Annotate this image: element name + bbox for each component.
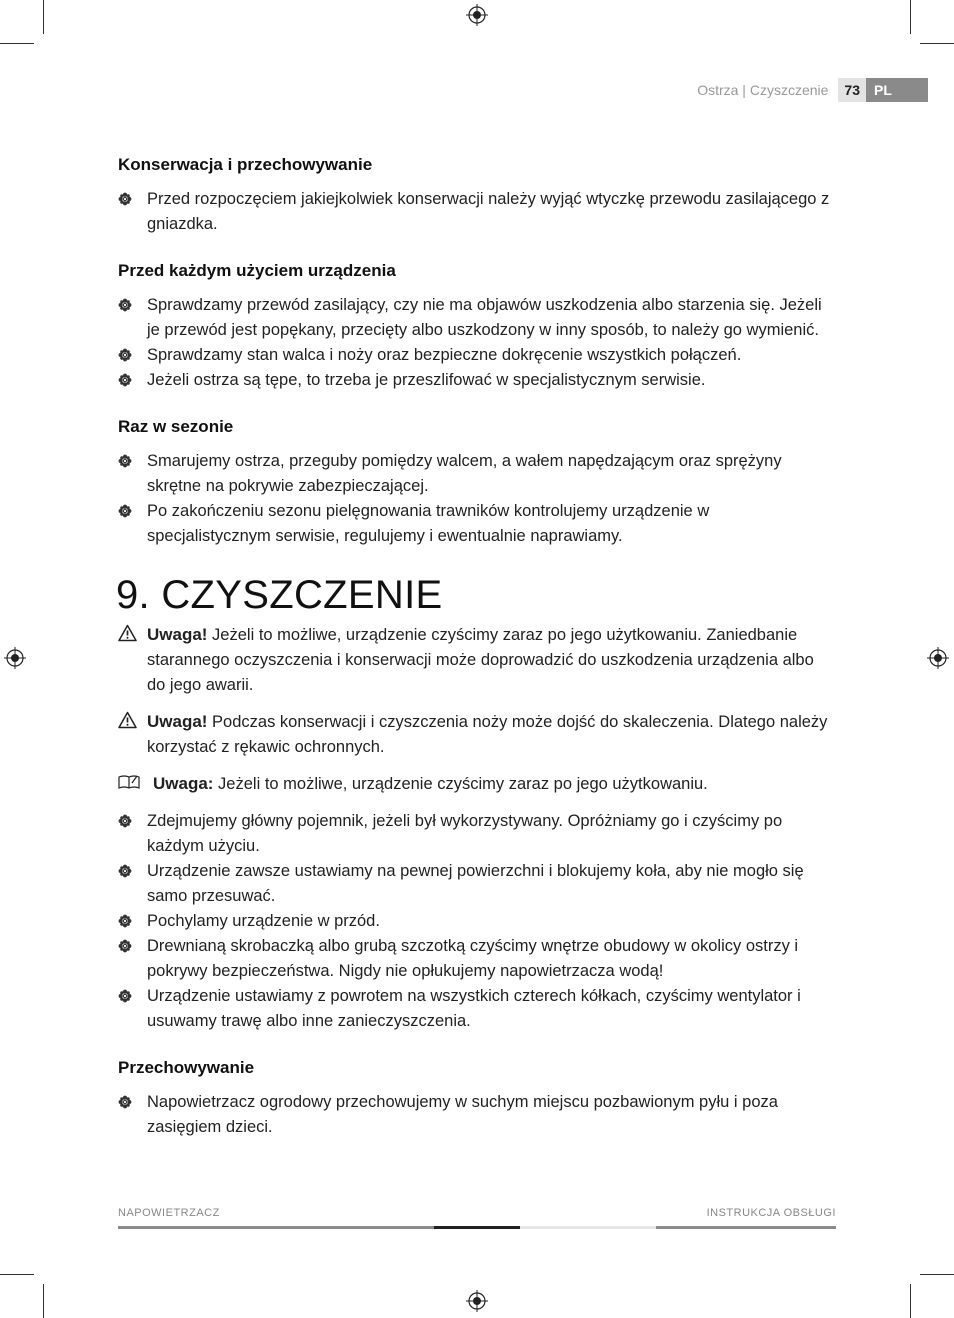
crop-mark <box>0 1274 34 1275</box>
list-item-text: Po zakończeniu sezonu pielęgnowania trawników kontrolujemy urządzenie w specjalistycznym serwisie, regulujemy i ewentualnie naprawiamy. <box>147 502 710 545</box>
page-footer <box>118 1207 836 1219</box>
bullet-list <box>118 293 834 393</box>
chapter-title: 9. CZYSZCZENIE <box>116 573 443 617</box>
flower-bullet-icon <box>118 298 132 312</box>
section-breadcrumb: Ostrza | Czyszczenie <box>697 82 829 98</box>
registration-mark-icon <box>466 1290 488 1312</box>
footer-product: NAPOWIETRZACZ <box>118 1207 220 1219</box>
flower-bullet-icon <box>118 864 132 878</box>
warning-text: Podczas konserwacji i czyszczenia noży może dojść do skaleczenia. Dlatego należy korzystać z rękawic ochronnych. <box>147 713 828 756</box>
flower-bullet-icon <box>118 504 132 518</box>
footer-bar <box>434 1226 520 1229</box>
registration-mark-icon <box>927 647 949 669</box>
list-item <box>118 909 834 934</box>
list-item-text: Przed rozpoczęciem jakiejkolwiek konserwacji należy wyjąć wtyczkę przewodu zasilającego z gniazdka. <box>147 190 830 233</box>
note-label: Uwaga: <box>153 774 214 793</box>
bullet-list <box>118 809 834 1034</box>
list-item-text: Smarujemy ostrza, przeguby pomiędzy walcem, a wałem napędzającym oraz sprężyny skrętne na pokrywie zabezpieczającej. <box>147 452 782 495</box>
crop-mark <box>43 1284 44 1318</box>
flower-bullet-icon <box>118 914 132 928</box>
flower-bullet-icon <box>118 939 132 953</box>
list-item <box>118 499 834 549</box>
note-text: Jeżeli to możliwe, urządzenie czyścimy zaraz po jego użytkowaniu. <box>213 775 708 793</box>
flower-bullet-icon <box>118 454 132 468</box>
list-item-text: Napowietrzacz ogrodowy przechowujemy w suchym miejscu pozbawionym pyłu i poza zasięgiem dzieci. <box>147 1093 778 1136</box>
list-item <box>118 187 834 237</box>
section-heading: Raz w sezonie <box>118 417 234 436</box>
bullet-list <box>118 1090 834 1140</box>
list-item <box>118 293 834 343</box>
list-item <box>118 1090 834 1140</box>
list-item-text: Urządzenie zawsze ustawiamy na pewnej powierzchni i blokujemy koła, aby nie mogło się samo przesuwać. <box>147 862 804 905</box>
list-item <box>118 368 834 393</box>
list-item-text: Drewnianą skrobaczką albo grubą szczotką czyścimy wnętrze obudowy w okolicy ostrzy i pokrywy bezpieczeństwa. Nigdy nie opłukujemy napowietrzacza wodą! <box>147 937 799 980</box>
registration-mark-icon <box>4 647 26 669</box>
footer-bar <box>520 1226 656 1229</box>
list-item-text: Sprawdzamy przewód zasilający, czy nie ma objawów uszkodzenia albo starzenia się. Jeżeli je przewód jest popękany, przecięty albo uszkodzony w inny sposób, to należy go wymienić. <box>147 296 822 339</box>
note-block <box>118 771 834 797</box>
list-item <box>118 809 834 859</box>
section-heading: Przechowywanie <box>118 1058 255 1077</box>
flower-bullet-icon <box>118 373 132 387</box>
list-item <box>118 934 834 984</box>
warning-text: Jeżeli to możliwe, urządzenie czyścimy zaraz po jego użytkowaniu. Zaniedbanie starannego oczyszczenia i konserwacji może doprowadzić do uszkodzenia urządzenia albo do jego awarii. <box>147 626 814 694</box>
section-heading: Przed każdym użyciem urządzenia <box>118 261 396 280</box>
list-item <box>118 859 834 909</box>
page-content <box>118 155 834 1164</box>
crop-mark <box>43 0 44 34</box>
list-item-text: Jeżeli ostrza są tępe, to trzeba je przeszlifować w specjalistycznym serwisie. <box>147 371 706 389</box>
bullet-list <box>118 187 834 237</box>
language-tab: PL <box>866 78 928 102</box>
list-item <box>118 343 834 368</box>
flower-bullet-icon <box>118 814 132 828</box>
crop-mark <box>920 1274 954 1275</box>
list-item-text: Urządzenie ustawiamy z powrotem na wszystkich czterech kółkach, czyścimy wentylator i usuwamy trawę albo inne zanieczyszczenia. <box>147 987 801 1030</box>
flower-bullet-icon <box>118 192 132 206</box>
footer-manual: INSTRUKCJA OBSŁUGI <box>706 1207 836 1219</box>
footer-bar <box>656 1226 836 1229</box>
crop-mark <box>910 1284 911 1318</box>
list-item-text: Pochylamy urządzenie w przód. <box>147 912 380 930</box>
warning-block <box>118 622 834 698</box>
list-item-text: Sprawdzamy stan walca i noży oraz bezpieczne dokręcenie wszystkich połączeń. <box>147 346 742 364</box>
flower-bullet-icon <box>118 348 132 362</box>
flower-bullet-icon <box>118 989 132 1003</box>
list-item <box>118 449 834 499</box>
list-item-text: Zdejmujemy główny pojemnik, jeżeli był wykorzystywany. Opróżniamy go i czyścimy po każdym użyciu. <box>147 812 783 855</box>
page-header <box>697 78 928 102</box>
crop-mark <box>910 0 911 34</box>
footer-bar <box>118 1226 434 1229</box>
page-number: 73 <box>838 78 866 102</box>
warning-label: Uwaga! <box>147 625 208 644</box>
registration-mark-icon <box>466 4 488 26</box>
flower-bullet-icon <box>118 1095 132 1109</box>
crop-mark <box>920 43 954 44</box>
open-book-note-icon <box>118 774 140 790</box>
list-item <box>118 984 834 1034</box>
section-heading: Konserwacja i przechowywanie <box>118 155 373 174</box>
warning-block <box>118 709 834 760</box>
warning-triangle-icon <box>118 711 137 729</box>
warning-label: Uwaga! <box>147 712 208 731</box>
crop-mark <box>0 43 34 44</box>
warning-triangle-icon <box>118 624 137 642</box>
bullet-list <box>118 449 834 549</box>
